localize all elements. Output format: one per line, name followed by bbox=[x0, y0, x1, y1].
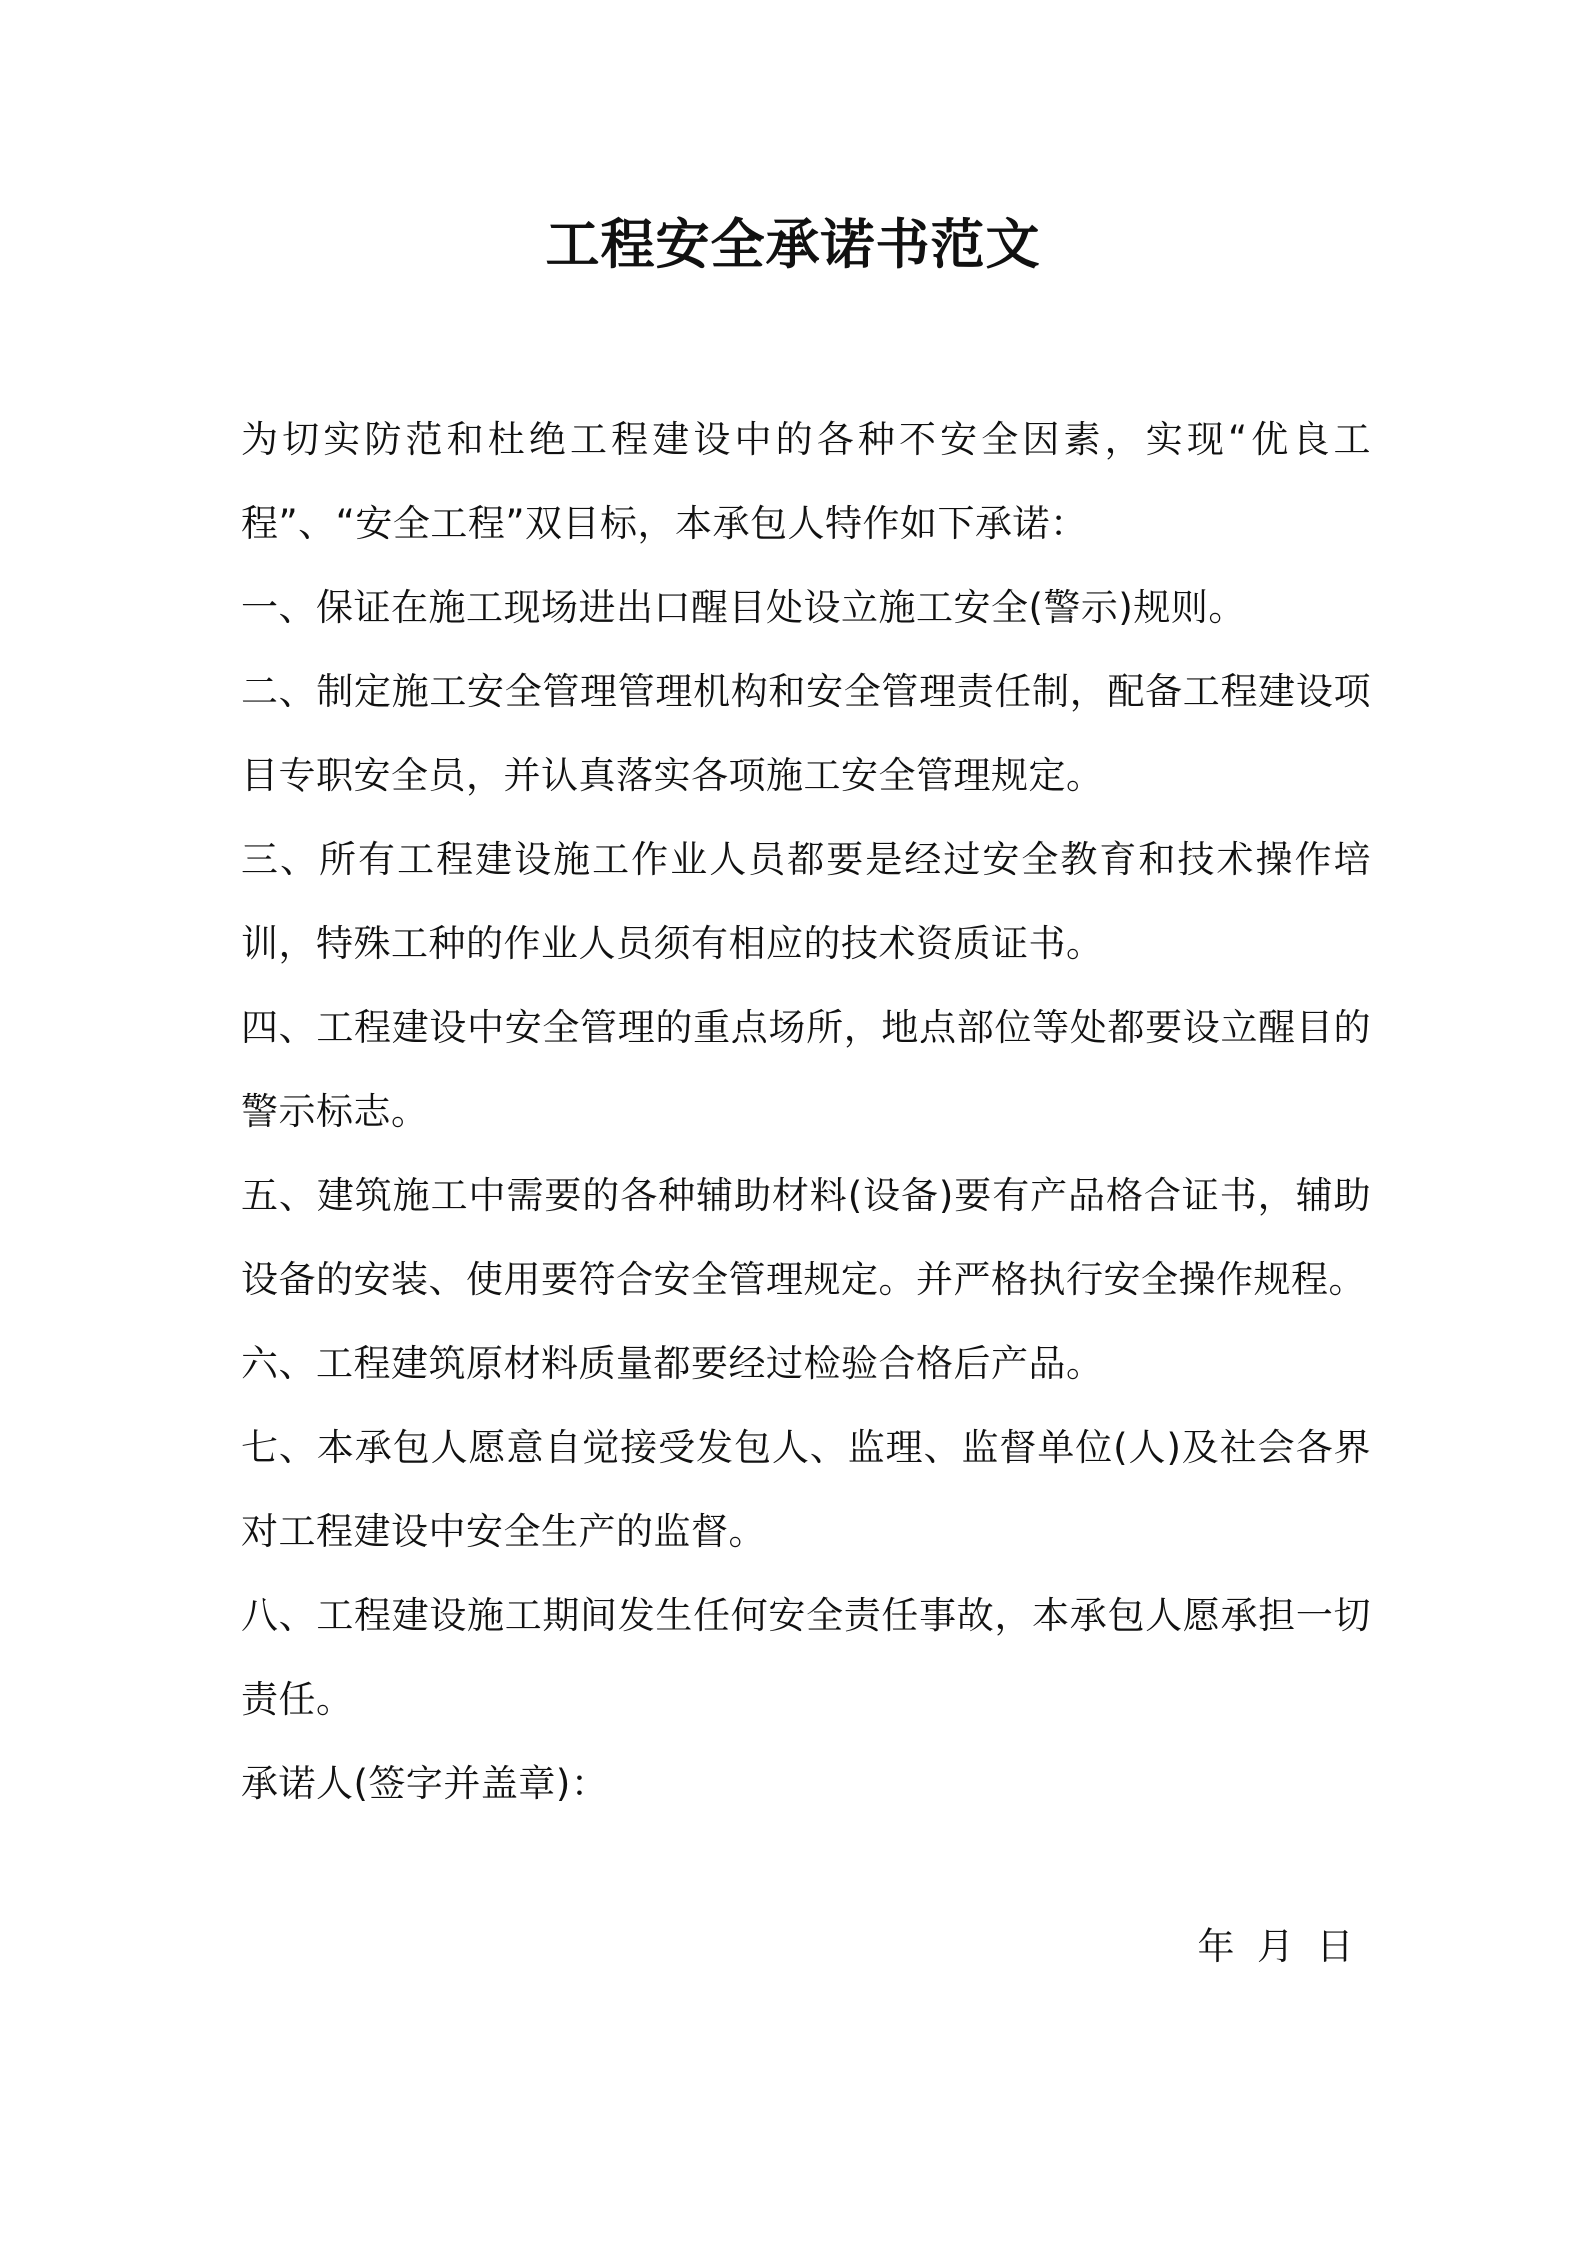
date-line bbox=[1198, 1905, 1355, 1989]
intro-paragraph: 为切实防范和杜绝工程建设中的各种不安全因素，实现“优良工程”、“安全工程”双目标，本承包人特作如下承诺： bbox=[241, 418, 1371, 545]
clause-8: 八、工程建设施工期间发生任何安全责任事故，本承包人愿承担一切责任。 bbox=[241, 1594, 1371, 1721]
clause-7: 七、本承包人愿意自觉接受发包人、监理、监督单位(人)及社会各界对工程建设中安全生产的监督。 bbox=[241, 1426, 1371, 1553]
clause-3: 三、所有工程建设施工作业人员都要是经过安全教育和技术操作培训，特殊工种的作业人员须有相应的技术资质证书。 bbox=[241, 838, 1371, 965]
clause-2: 二、制定施工安全管理管理机构和安全管理责任制，配备工程建设项目专职安全员，并认真落实各项施工安全管理规定。 bbox=[241, 670, 1371, 797]
clause-1: 一、保证在施工现场进出口醒目处设立施工安全(警示)规则。 bbox=[241, 586, 1246, 629]
date-year-label: 年 bbox=[1197, 1925, 1235, 1968]
clause-5: 五、建筑施工中需要的各种辅助材料(设备)要有产品格合证书，辅助设备的安装、使用要符合安全管理规定。并严格执行安全操作规程。 bbox=[241, 1174, 1371, 1301]
document-body bbox=[241, 398, 1371, 1826]
document-title: 工程安全承诺书范文 bbox=[545, 213, 1041, 276]
signature-label: 承诺人(签字并盖章)： bbox=[241, 1762, 609, 1805]
clause-4: 四、工程建设中安全管理的重点场所，地点部位等处都要设立醒目的警示标志。 bbox=[241, 1006, 1371, 1133]
clause-6: 六、工程建筑原材料质量都要经过检验合格后产品。 bbox=[241, 1342, 1104, 1385]
date-day-label: 日 bbox=[1316, 1925, 1354, 1968]
date-month-label: 月 bbox=[1257, 1925, 1295, 1968]
